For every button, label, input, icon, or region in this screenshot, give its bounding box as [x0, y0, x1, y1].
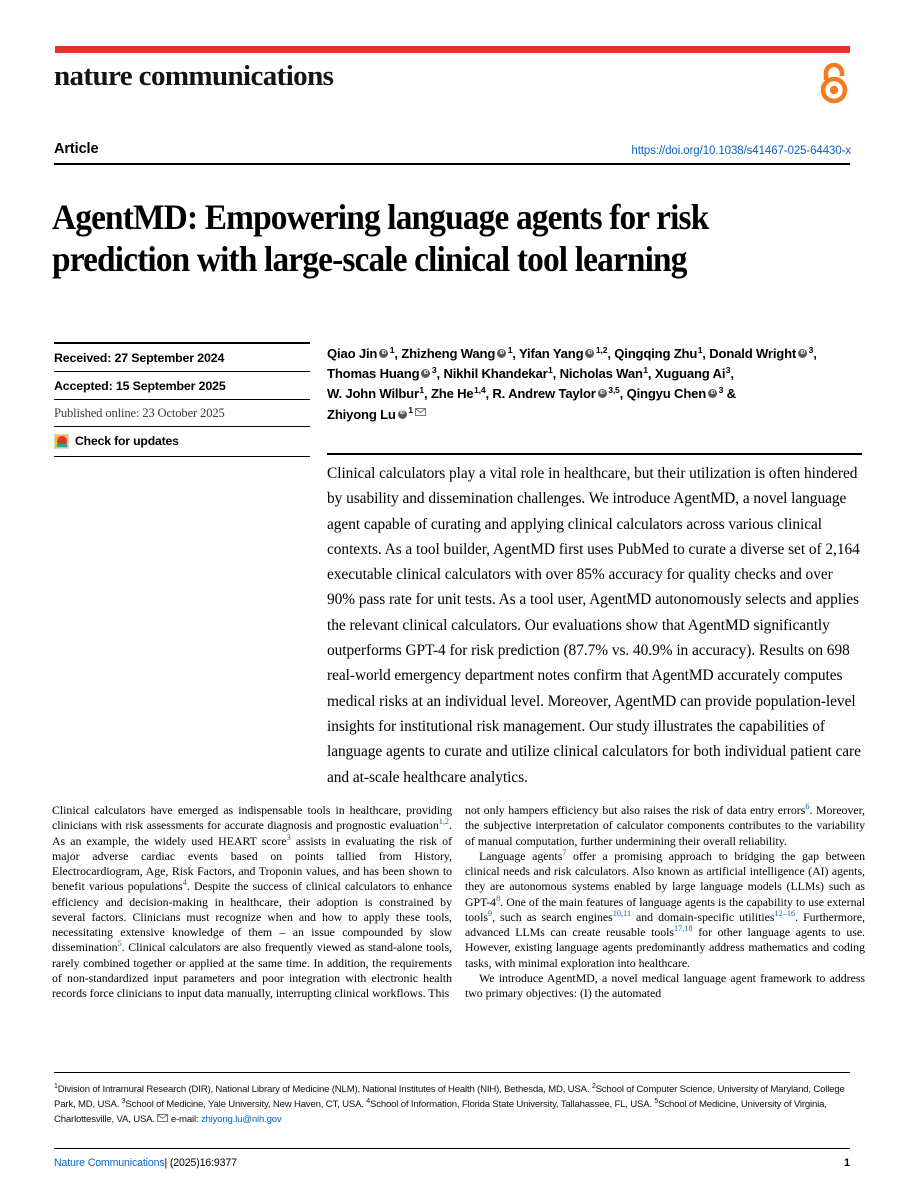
- author-name: Qingyu Chen: [626, 386, 707, 402]
- affiliation-marker: 1,2: [595, 344, 608, 355]
- affiliation-marker: 1: [697, 344, 703, 355]
- affiliation-index: 5: [654, 1097, 659, 1105]
- citation-reference[interactable]: 5: [117, 939, 122, 949]
- page-number: 1: [844, 1157, 850, 1169]
- citation-reference[interactable]: 1,2: [438, 817, 450, 827]
- orcid-icon[interactable]: [497, 349, 506, 358]
- citation-reference[interactable]: 6: [805, 802, 810, 812]
- journal-masthead: nature communications: [54, 60, 334, 92]
- affiliation-marker: 1: [643, 364, 648, 375]
- affiliation-marker: 1: [507, 344, 513, 355]
- abstract-divider: [327, 453, 862, 455]
- affiliation-marker: 3: [431, 364, 437, 375]
- citation-reference[interactable]: 17,18: [674, 924, 693, 934]
- received-date: Received: 27 September 2024: [54, 350, 225, 365]
- orcid-icon[interactable]: [798, 349, 807, 358]
- author-name: Zhe He: [430, 386, 474, 402]
- author-line-1: Qiao Jin iD $^1$, Zhizheng Wang iD $^1$, Yifan Yang iD $^{1,2}$, Qingqing Zhu$^1$, Donald Wright iD $^3$,: [327, 344, 862, 364]
- affiliation-text: School of Medicine, University of Virginia, Charlottesville, VA, USA.: [54, 1099, 827, 1126]
- check-for-updates-label: Check for updates: [75, 434, 179, 449]
- crossmark-icon: [54, 434, 69, 449]
- affiliation-index: 3: [121, 1097, 126, 1105]
- article-type-label: Article: [54, 141, 99, 157]
- author-line-4: [327, 405, 862, 425]
- affiliation-marker: 1: [389, 344, 395, 355]
- citation-reference[interactable]: 7: [562, 847, 567, 857]
- affiliation-text: School of Computer Science, University of Maryland, College Park, MD, USA.: [54, 1084, 845, 1111]
- author-name: Zhiyong Lu: [327, 406, 396, 422]
- orcid-icon[interactable]: [398, 410, 407, 419]
- published-date: Published online: 23 October 2025: [54, 405, 225, 420]
- affiliation-marker: 3: [718, 385, 724, 396]
- citation-reference[interactable]: 4: [182, 878, 187, 888]
- author-name: Nikhil Khandekar: [443, 366, 548, 382]
- footnote-divider: [54, 1072, 850, 1073]
- affiliation-marker: 1: [419, 385, 425, 396]
- page-title: AgentMD: Empowering language agents for risk prediction with large-scale clinical tool learning: [52, 196, 709, 279]
- orcid-icon[interactable]: [379, 349, 388, 358]
- orcid-icon[interactable]: [421, 369, 430, 378]
- publication-history: [54, 342, 310, 457]
- author-name: W. John Wilbur: [327, 386, 419, 402]
- affiliation-marker: 3: [725, 364, 731, 375]
- citation-reference[interactable]: 9: [487, 908, 493, 918]
- author-name: Yifan Yang: [518, 346, 584, 361]
- brand-red-rule: [55, 46, 850, 53]
- body-paragraph: Clinical calculators have emerged as indispensable tools in healthcare, providing clinicians with risk assessments for accurate diagnosis and prognostic evaluation$^{1,2}$. As an example, the widely used HEART score$^3$ assists in evaluating the risk of major adverse cardiac events based on points tallied from History, Electrocardiogram, Age, Risk Factors, and Troponin values, and has been shown to benefit various populations$^4$. Despite the success of clinical calculators to enhance efficiency and decision-making in healthcare, their adoption is constrained by several factors. Clinicians must recognize when and how to apply these tools, necessitating extensive knowledge of them – an issue compounded by slow dissemination$^5$. Clinical calculators are also frequently viewed as stand-alone tools, rarely combined together or applied at the same time. In addition, the requirements of non-standardized input parameters and poor integration with electronic health records force clinicians to input data manually, interrupting clinical workflows. This: [52, 803, 452, 1000]
- affiliation-text: School of Information, Florida State University, Tallahassee, FL, USA.: [370, 1099, 655, 1111]
- abstract-text: Clinical calculators play a vital role in healthcare, but their utilization is often hindered by usability and dissemination challenges. We introduce AgentMD, a novel language agent capable of curating and applying clinical calculators across various clinical contexts. As a tool builder, AgentMD first uses PubMed to curate a diverse set of 2,164 executable clinical calculators with over 85% accuracy for quality checks and over 90% pass rate for unit tests. As a tool user, AgentMD autonomously selects and applies the relevant clinical calculators. Our evaluations show that AgentMD significantly outperforms GPT-4 for risk prediction (87.7% vs. 40.9% in accuracy). Results on 698 real-world emergency department notes confirm that AgentMD accurately computes medical risks at an individual level. Moreover, AgentMD can provide population-level insights for institutional risk management. Our study illustrates the capabilities of language agents to curate and utilize clinical calculators for both individual patient care and at-scale healthcare analytics.: [327, 465, 861, 786]
- citation-reference[interactable]: 3: [286, 832, 291, 842]
- author-name: Xuguang Ai: [654, 366, 726, 382]
- footer-citation: | (2025)16:9377: [164, 1157, 237, 1169]
- body-column-right: [465, 803, 865, 1001]
- affiliation-index: 4: [366, 1097, 370, 1105]
- body-column-left: [52, 803, 452, 1001]
- affiliation-marker: 1: [548, 364, 553, 375]
- open-access-icon: [817, 62, 851, 104]
- doi-link[interactable]: https://doi.org/10.1038/s41467-025-64430-x: [631, 145, 851, 157]
- citation-reference[interactable]: 8: [496, 893, 501, 903]
- footer-journal-name[interactable]: Nature Communications: [54, 1157, 165, 1169]
- author-name: Thomas Huang: [327, 366, 420, 382]
- footer-citation-group: [54, 1157, 237, 1169]
- author-name: Zhizheng Wang: [401, 346, 496, 361]
- author-line-3: W. John Wilbur$^1$, Zhe He$^{1,4}$, R. Andrew Taylor iD $^{3,5}$, Qingyu Chen iD $^3$ &: [327, 384, 862, 404]
- affiliation-marker: 1: [408, 405, 413, 416]
- affiliation-text: Division of Intramural Research (DIR), National Library of Medicine (NLM), National Institutes of Health (NIH), Bethesda, MD, USA.: [57, 1084, 592, 1095]
- orcid-icon[interactable]: [598, 389, 607, 398]
- citation-reference[interactable]: 12–16: [774, 908, 796, 918]
- body-paragraph: not only hampers efficiency but also raises the risk of data entry errors$^6$. Moreover, the subjective interpretation of calculator components contributes to the variability of manual computation, further undermining their overall reliability.: [465, 802, 865, 848]
- affiliation-marker: 3: [808, 344, 814, 355]
- page-footer: [54, 1157, 850, 1169]
- corresponding-author-envelope-icon[interactable]: [415, 402, 426, 422]
- affiliations-note: [54, 1082, 851, 1127]
- author-name: Qingqing Zhu: [614, 346, 698, 361]
- corresponding-email-link[interactable]: zhiyong.lu@nih.gov: [200, 1114, 282, 1126]
- author-name: Nicholas Wan: [559, 366, 643, 382]
- email-label: e-mail:: [170, 1114, 201, 1126]
- email-envelope-icon: [157, 1114, 171, 1125]
- author-list: [327, 344, 862, 425]
- author-name: R. Andrew Taylor: [492, 386, 596, 402]
- author-name: Donald Wright: [709, 346, 797, 361]
- footer-divider: [54, 1148, 850, 1149]
- check-for-updates-button[interactable]: [54, 427, 310, 456]
- affiliation-marker: 1,4: [474, 385, 486, 396]
- accepted-date: Accepted: 15 September 2025: [54, 378, 226, 393]
- affiliation-marker: 3,5: [608, 385, 620, 396]
- affiliation-index: 2: [591, 1082, 596, 1090]
- body-paragraph: We introduce AgentMD, a novel medical language agent framework to address two primary objectives: (I) the automated: [465, 970, 865, 1000]
- author-name: Qiao Jin: [327, 346, 378, 361]
- author-line-2: Thomas Huang iD $^3$, Nikhil Khandekar$^1$, Nicholas Wan$^1$, Xuguang Ai$^3$,: [327, 364, 862, 384]
- header-divider: [54, 163, 850, 165]
- orcid-icon[interactable]: [708, 389, 717, 398]
- history-divider-4: [54, 456, 310, 457]
- orcid-icon[interactable]: [585, 349, 594, 358]
- body-paragraph: Language agents$^7$ offer a promising approach to bridging the gap between clinical needs and risk calculators. Also known as artificial intelligence (AI) agents, they are autonomous systems enabled by large language models (LLMs) such as GPT-4$^8$. One of the main features of language agents is the capability to use external tools$^9$, such as search engines$^{10,11}$ and domain-specific utilities$^{12-16}$. Furthermore, advanced LLMs can create reusable tools$^{17,18}$ for other language agents to use. However, existing language agents predominantly address mathematics and coding tasks, with minimal exploration into healthcare.: [465, 847, 865, 970]
- citation-reference[interactable]: 10,11: [612, 908, 631, 918]
- affiliation-text: School of Medicine, Yale University, New Haven, CT, USA.: [125, 1099, 367, 1111]
- affiliation-index: 1: [54, 1082, 58, 1090]
